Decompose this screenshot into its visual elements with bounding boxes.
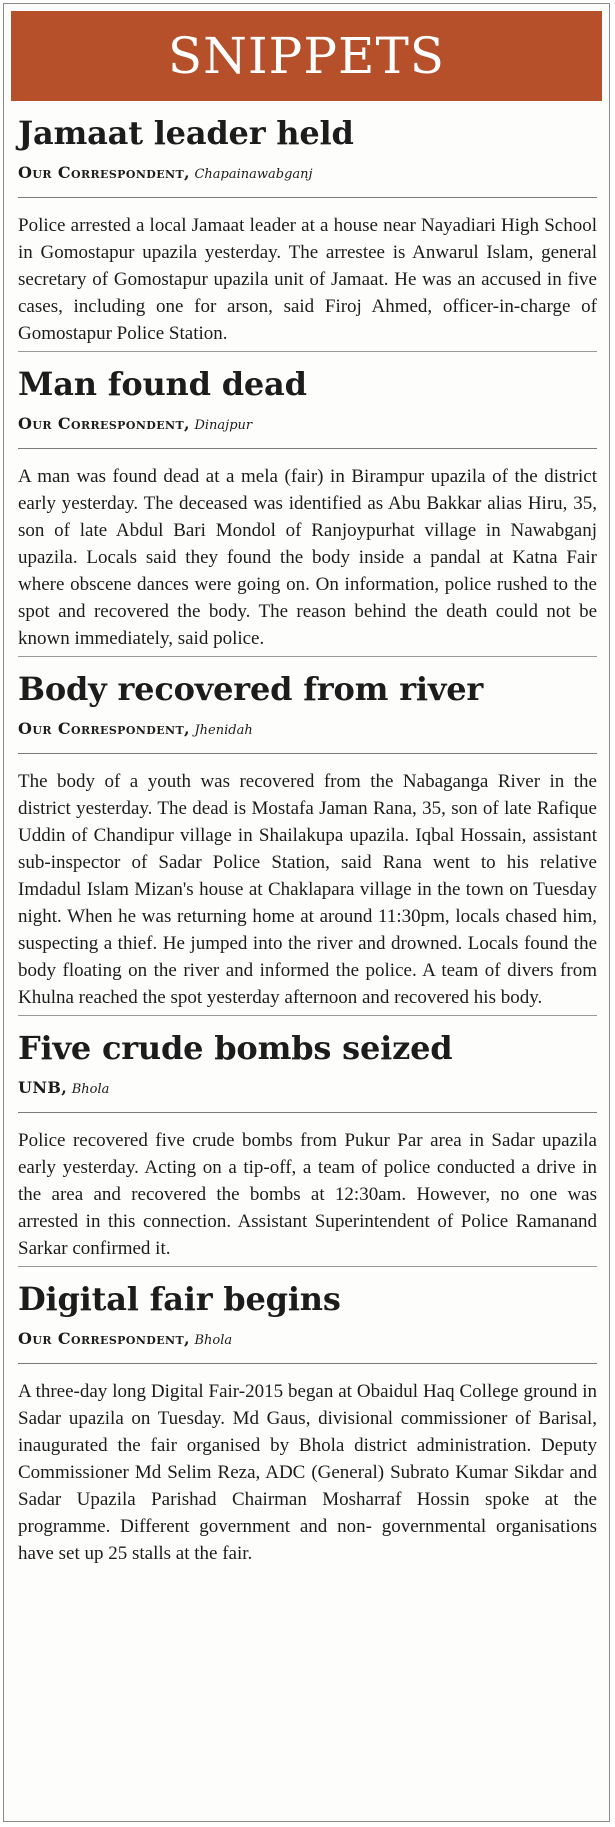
story-body: A man was found dead at a mela (fair) in Birampur upazila of the district early yesterday. The deceased was identified as Abu Bakkar alias Hiru, 35, son of late Abdul Bari Mondol of Ranjoypurhat village in Nawabganj upazila. Locals said they found the body inside a pandal at Katna Fair where obscene dances were going on. On information, police rushed to the spot and recovered the body. The reason behind the death could not be known immediately, said police. <box>18 463 597 657</box>
story-headline: Five crude bombs seized <box>18 1029 453 1067</box>
byline-place: Jhenidah <box>194 723 253 738</box>
byline-place: Dinajpur <box>194 418 253 433</box>
news-column <box>3 3 610 1822</box>
news-story <box>4 364 609 657</box>
story-headline: Digital fair begins <box>18 1280 341 1318</box>
news-story <box>4 1279 609 1571</box>
story-headline: Body recovered from river <box>18 670 484 708</box>
story-headline: Man found dead <box>18 365 307 403</box>
byline-place: Bhola <box>194 1333 233 1348</box>
story-body: A three-day long Digital Fair-2015 began at Obaidul Haq College ground in Sadar upazila on Tuesday. Md Gaus, divisional commissioner of Barisal, inaugurated the fair organised by Bhola district administration. Deputy Commissioner Md Selim Reza, ADC (General) Subrato Kumar Sikdar and Sadar Upazila Parishad Chairman Mosharraf Hossin spoke at the programme. Different government and non- governmental organisations have set up 25 stalls at the fair. <box>18 1381 597 1564</box>
story-headline: Jamaat leader held <box>18 114 354 152</box>
story-byline <box>18 1078 597 1113</box>
story-byline <box>18 414 597 449</box>
section-banner <box>11 11 602 101</box>
story-body: Police recovered five crude bombs from Pukur Par area in Sadar upazila early yesterday. Acting on a tip-off, a team of police conducted a drive in the area and recovered the bombs at 12:30am. However, no one was arrested in this connection. Assistant Superintendent of Police Ramanand Sarkar confirmed it. <box>18 1127 597 1267</box>
story-body: The body of a youth was recovered from the Nabaganga River in the district yesterday. The dead is Mostafa Jaman Rana, 35, son of late Rafique Uddin of Chandipur village in Shailakupa upazila. Iqbal Hossain, assistant sub-inspector of Sadar Police Station, said Rana went to his relative Imdadul Islam Mizan's house at Chaklapara village in the town on Tuesday night. When he was returning home at around 11:30pm, locals chased him, suspecting a thief. He jumped into the river and drowned. Locals found the body floating on the river and informed the police. A team of divers from Khulna reached the spot yesterday afternoon and recovered his body. <box>18 768 597 1016</box>
byline-source: Our Correspondent, <box>18 163 191 182</box>
story-byline <box>18 1329 597 1364</box>
byline-source: UNB, <box>18 1078 68 1097</box>
story-byline <box>18 719 597 754</box>
byline-source: Our Correspondent, <box>18 414 191 433</box>
byline-place: Chapainawabganj <box>194 167 313 182</box>
news-story <box>4 1028 609 1267</box>
news-story <box>4 113 609 352</box>
story-byline <box>18 163 597 198</box>
byline-source: Our Correspondent, <box>18 719 191 738</box>
byline-place: Bhola <box>71 1082 110 1097</box>
news-story <box>4 669 609 1016</box>
story-body: Police arrested a local Jamaat leader at a house near Nayadiari High School in Gomostapur upazila yesterday. The arrestee is Anwarul Islam, general secretary of Gomostapur upazila unit of Jamaat. He was an accused in five cases, including one for arson, said Firoj Ahmed, officer-in-charge of Gomostapur Police Station. <box>18 212 597 352</box>
section-title: SNIPPETS <box>167 27 446 85</box>
byline-source: Our Correspondent, <box>18 1329 191 1348</box>
